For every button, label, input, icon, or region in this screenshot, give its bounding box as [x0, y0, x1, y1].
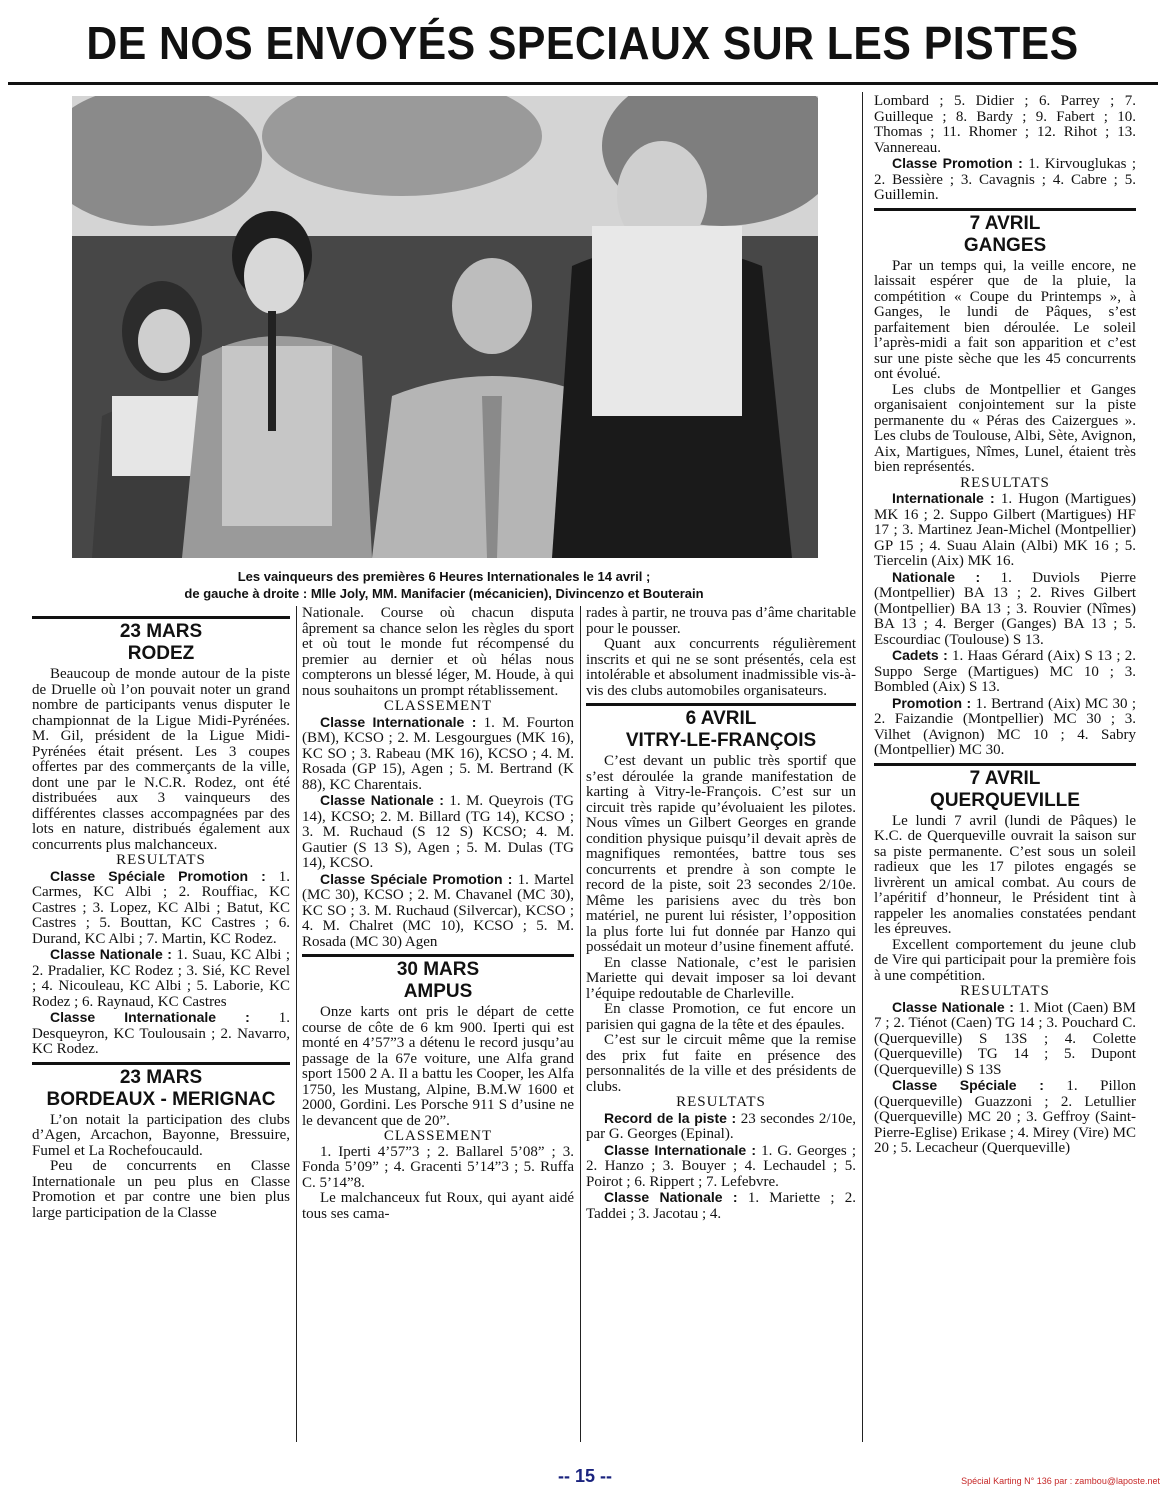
section-date: 7 AVRIL [969, 212, 1041, 234]
result-label: Classe Internationale : [604, 1141, 757, 1158]
result-text: 1. Suau, KC Albi ; 2. Pradalier, KC Rodez ; 3. Sié, KC Revel ; 4. Nicouleau, KC Albi ; 5. Laborie, KC Rodez ; 6. Raynaud, KC Castres [32, 947, 290, 1010]
column-3 [586, 606, 856, 1222]
article-paragraph: 1. Iperti 4’57”3 ; 2. Ballarel 5’08” ; 3. Fonda 5’09” ; 4. Gracenti 5’14”3 ; 5. Ruffa C. 5’14”8. [302, 1143, 574, 1191]
result-label: Internationale : [892, 490, 995, 506]
section-date: 23 MARS [119, 1066, 203, 1088]
section-place: BORDEAUX - MERIGNAC [46, 1088, 276, 1110]
article-paragraph: C’est sur le circuit même que la remise des prix fut faite en présence des personnalités de la ville et des présidents de clubs. [586, 1032, 856, 1095]
result-label: Classe Nationale : [892, 998, 1014, 1015]
result-entry [586, 1143, 856, 1191]
result-text: 1. M. Fourton (BM), KCSO ; 2. M. Lesgourgues (MK 16), KC SO ; 3. Rabeau (MK 16), KCSO ; 4. M. Rosada (GP 15), Agen ; 5. M. Bertrand (K 88), KC Charentais. [302, 714, 575, 793]
section-heading-ganges [874, 208, 1136, 257]
results-heading: CLASSEMENT [383, 1128, 493, 1144]
article-paragraph: Le malchanceux fut Roux, qui ayant aidé tous ses cama- [302, 1190, 574, 1222]
results-heading: RESULTATS [960, 474, 1050, 491]
section-place: VITRY-LE-FRANÇOIS [625, 730, 817, 751]
result-label: Nationale : [892, 568, 981, 585]
result-entry [874, 156, 1136, 204]
result-text: 1. Martel (MC 30), KCSO ; 2. M. Chavanel (MC 30), KC SO ; 3. M. Ruchaud (Silvercar), KCSO ; 4. M. Chalret (MC 10), KCSO ; 5. M. Rosada (MC 30) Agen [302, 871, 575, 950]
column-rule-2 [580, 606, 581, 1442]
result-text: 23 secondes 2/10e, par G. Georges (Epinal). [586, 1110, 856, 1142]
section-heading-bordeaux [32, 1062, 290, 1111]
result-text: 1. Bertrand (Aix) MC 30 ; 2. Faizandie (Montpellier) MC 30 ; 3. Vilhet (Avignon) MC 10 ; 4. Sabry (Montpellier) MC 30. [874, 695, 1137, 758]
result-entry [874, 1078, 1136, 1157]
section-heading-querqueville [874, 763, 1136, 812]
result-text: 1. Hugon (Martigues) MK 16 ; 2. Suppo Gilbert (Martigues) HF 17 ; 3. Martinez Jean-Michel (Montpellier) GP 15 ; 4. Suau Alain (Albi) MK 16 ; 5. Tiercelin (Aix) MK 16. [874, 491, 1136, 569]
article-paragraph: Lombard ; 5. Didier ; 6. Parrey ; 7. Guilleque ; 8. Bardy ; 9. Fabert ; 10. Thomas ; 11. Rhomer ; 12. Rihot ; 13. Vannereau. [874, 93, 1136, 156]
article-paragraph: Nationale. Course où chacun disputa âprement sa chance selon les règles du sport et où tout le monde fut récompensé du premier au dernier et où hélas nous compterons un blessé léger, M. Houde, à qui nous souhaitons un prompt rétablissement. [302, 605, 574, 699]
article-paragraph: Beaucoup de monde autour de la piste de Druelle où l’on pouvait noter un grand nombre de participants venus disputer le championnat de la Ligue Midi-Pyrénées. M. Gil, président de la Ligue Midi-Pyrénées était présent. Les 3 coupes offertes par des commerçants de la ville, dont une par le N.C.R. Rodez, ont été distribuées aux 3 vainqueurs des différentes classes accompagnées par des lots en nature, distribués également aux concurrents plus malchanceux. [32, 666, 290, 853]
caption-line-1: Les vainqueurs des premières 6 Heures Internationales le 14 avril ; [237, 569, 651, 584]
result-entry [302, 715, 574, 794]
section-date: 23 MARS [119, 621, 203, 642]
result-text: 1. Duviols Pierre (Montpellier) BA 13 ; 2. Rives Gilbert (Montpellier) BA 13 ; 3. Rouvier (Nîmes) BA 13 ; 4. Berger (Ganges) BA 13 ; 5. Escourdiac (Toulouse) S 13. [874, 569, 1136, 648]
result-label: Classe Nationale : [604, 1189, 738, 1205]
results-heading: RESULTATS [960, 983, 1050, 999]
article-paragraph: Excellent comportement du jeune club de Vire qui participait pour la première fois à une compétition. [874, 936, 1136, 984]
result-entry [32, 869, 290, 948]
article-paragraph: Le lundi 7 avril (lundi de Pâques) le K.C. de Querqueville ouvrait la saison sur sa piste permanente. C’est sous un soleil radieux que les 17 pilotes engagés se livrèrent un amical combat. Au cours de l’apéritif d’honneur, le Président tint à rappeler les anomalies constatées pendant les épreuves. [874, 812, 1136, 937]
result-label: Classe Spéciale : [892, 1077, 1044, 1093]
result-label: Classe Nationale : [50, 946, 172, 962]
result-label: Classe Promotion : [892, 155, 1023, 171]
section-heading-ampus [302, 954, 574, 1003]
result-entry [874, 1000, 1136, 1079]
result-text: 1. Miot (Caen) BM 7 ; 2. Tiénot (Caen) TG 14 ; 3. Pouchard C. (Querqueville) S 13S ; 4. Colette (Querqueville) TG 14 ; 5. Dupont (Querqueville) S 13S [874, 999, 1136, 1078]
result-entry [874, 696, 1136, 759]
section-place: QUERQUEVILLE [930, 789, 1080, 811]
section-date: 7 AVRIL [969, 767, 1041, 789]
section-heading-rodez [32, 616, 290, 665]
scan-credit: Spécial Karting N° 136 par : zambou@laposte.net [961, 1476, 1160, 1486]
results-heading: RESULTATS [116, 852, 206, 868]
article-paragraph: Onze karts ont pris le départ de cette course de côte de 6 km 900. Iperti qui est monté en 4’57”3 a détenu le record jusqu’au passage de la 67e voiture, une Alfa grand sport 1500 2 A. Il a battu les Cooper, les Alfa 1750, les Mustang, Alpine, B.M.W 1600 et 2000, Gordini. Les Porsche 911 S d’usine ne le devancent que de 20”. [302, 1004, 574, 1129]
results-heading: CLASSEMENT [383, 698, 493, 714]
page-number: -- 15 -- [558, 1466, 612, 1486]
section-place: AMPUS [403, 981, 473, 1002]
column-1 [32, 612, 290, 1221]
section-place: RODEZ [127, 643, 195, 664]
result-entry [302, 872, 574, 951]
results-heading: RESULTATS [676, 1094, 766, 1110]
result-label: Promotion : [892, 694, 972, 711]
result-entry [874, 648, 1136, 696]
result-text: 1. Kirvouglukas ; 2. Bessière ; 3. Cavagnis ; 4. Cabre ; 5. Guillemin. [874, 156, 1136, 203]
result-label: Classe Internationale : [50, 1009, 250, 1025]
result-text: 1. Desqueyron, KC Toulousain ; 2. Navarro, KC Rodez. [32, 1010, 290, 1057]
result-label: Record de la piste : [604, 1109, 737, 1126]
article-paragraph: L’on notait la participation des clubs d’Agen, Arcachon, Bayonne, Bressuire, Fumel et La Rochefoucauld. [32, 1111, 290, 1159]
result-text: 1. Carmes, KC Albi ; 2. Rouffiac, KC Castres ; 3. Lopez, KC Albi ; Batut, KC Castres ; 5. Bouttan, KC Castres ; 6. Durand, KC Albi ; 7. Martin, KC Rodez. [32, 868, 290, 947]
headline-rule [8, 82, 1158, 85]
section-place: GANGES [963, 234, 1047, 256]
result-entry [586, 1111, 856, 1143]
article-paragraph: Les clubs de Montpellier et Ganges organisaient conjointement sur la piste permanente du « Péras des Caizergues ». Les clubs de Toulouse, Albi, Sète, Avignon, Aix, Martigues, Nîmes, Lunel, étaient très bien représentés. [874, 381, 1136, 475]
result-label: Classe Spéciale Promotion : [320, 870, 513, 887]
article-paragraph: rades à partir, ne trouva pas d’âme charitable pour le pousser. [586, 605, 856, 637]
page-headline: DE NOS ENVOYÉS SPECIAUX SUR LES PISTES [86, 17, 1079, 69]
article-paragraph: Par un temps qui, la veille encore, ne laissait espérer que de la pluie, la compétition « Coupe du Printemps », à Ganges, le lundi de Pâques, s’est parfaitement bien déroulée. Le soleil l’après-midi a fait son apparition et c’est sur une piste sèche que les 45 concurrents ont évolué. [874, 257, 1136, 382]
article-paragraph: Peu de concurrents en Classe Internationale un peu plus en Classe Promotion et par contre une bien plus large participation de la Classe [32, 1158, 290, 1221]
column-4 [874, 94, 1136, 1157]
column-rule-3 [862, 92, 863, 1442]
result-label: Cadets : [892, 647, 948, 663]
photo-caption [40, 568, 848, 602]
article-paragraph: En classe Nationale, c’est le parisien Mariette qui devait imposer sa loi devant l’équipe redoutable de Charleville. [586, 954, 856, 1002]
result-text: 1. G. Georges ; 2. Hanzo ; 3. Bouyer ; 4. Lechaudel ; 5. Poirot ; 6. Rippert ; 7. Lefebvre. [586, 1142, 856, 1190]
column-rule-1 [296, 606, 297, 1442]
result-entry [302, 793, 574, 872]
result-text: 1. M. Queyrois (TG 14), KCSO; 2. M. Billard (TG 14), KCSO ; 3. M. Ruchaud (S 12 S) KCSO; 4. M. Gautier (S 13 S), Agen ; 5. M. Dulas (TG 14), KCSO. [302, 793, 575, 871]
section-heading-vitry [586, 703, 856, 752]
result-text: 1. Pillon (Querqueville) Guazzoni ; 2. Letullier (Querqueville) MC 20 ; 3. Geffroy (Saint-Pierre-Eglise) Erikase ; 4. Mirey (Vire) MC 20 ; 5. Lecacheur (Querqueville) [874, 1078, 1136, 1156]
caption-line-2: de gauche à droite : Mlle Joly, MM. Manifacier (mécanicien), Divincenzo et Bouterain [184, 586, 704, 601]
result-text: 1. Mariette ; 2. Taddei ; 3. Jacotau ; 4. [586, 1190, 856, 1222]
result-entry [586, 1190, 856, 1222]
result-entry [874, 491, 1136, 570]
winners-photo [72, 96, 818, 558]
section-date: 30 MARS [396, 959, 480, 980]
article-paragraph: En classe Promotion, ce fut encore un parisien qui gagna de la tête et des épaules. [586, 1001, 856, 1033]
article-paragraph: C’est devant un public très sportif que s’est déroulée la grande manifestation de karting à Vitry-le-François. C’est sur un circuit très rapide qu’évoluaient les pilotes. Nous vîmes un Gilbert Georges en grande condition physique puisqu’il devait après de magnifiques remontées, battre tous ses concurrents et prendre à son compte le record de la piste, soit 23 secondes 2/10e. Même les parisiens avec du très bon matériel, ne purent lui résister, l’opposition la plus forte lui fut donnée par Hanzo qui possédait un moteur d’usine finement affuté. [586, 753, 856, 955]
section-date: 6 AVRIL [685, 708, 757, 729]
article-paragraph: Quant aux concurrents régulièrement inscrits et qui ne se sont présentés, cela est intolérable et absolument inadmissible vis-à-vis des clubs automobiles organisateurs. [586, 636, 856, 699]
result-entry [32, 1010, 290, 1058]
result-entry [32, 947, 290, 1010]
result-label: Classe Spéciale Promotion : [50, 867, 266, 884]
winners-photo-illustration [72, 96, 818, 558]
column-2 [302, 606, 574, 1222]
result-entry [874, 570, 1136, 649]
result-label: Classe Internationale : [320, 713, 477, 730]
result-text: 1. Haas Gérard (Aix) S 13 ; 2. Suppo Serge (Martigues) MC 10 ; 3. Bombled (Aix) S 13. [874, 648, 1136, 695]
result-label: Classe Nationale : [320, 792, 444, 808]
